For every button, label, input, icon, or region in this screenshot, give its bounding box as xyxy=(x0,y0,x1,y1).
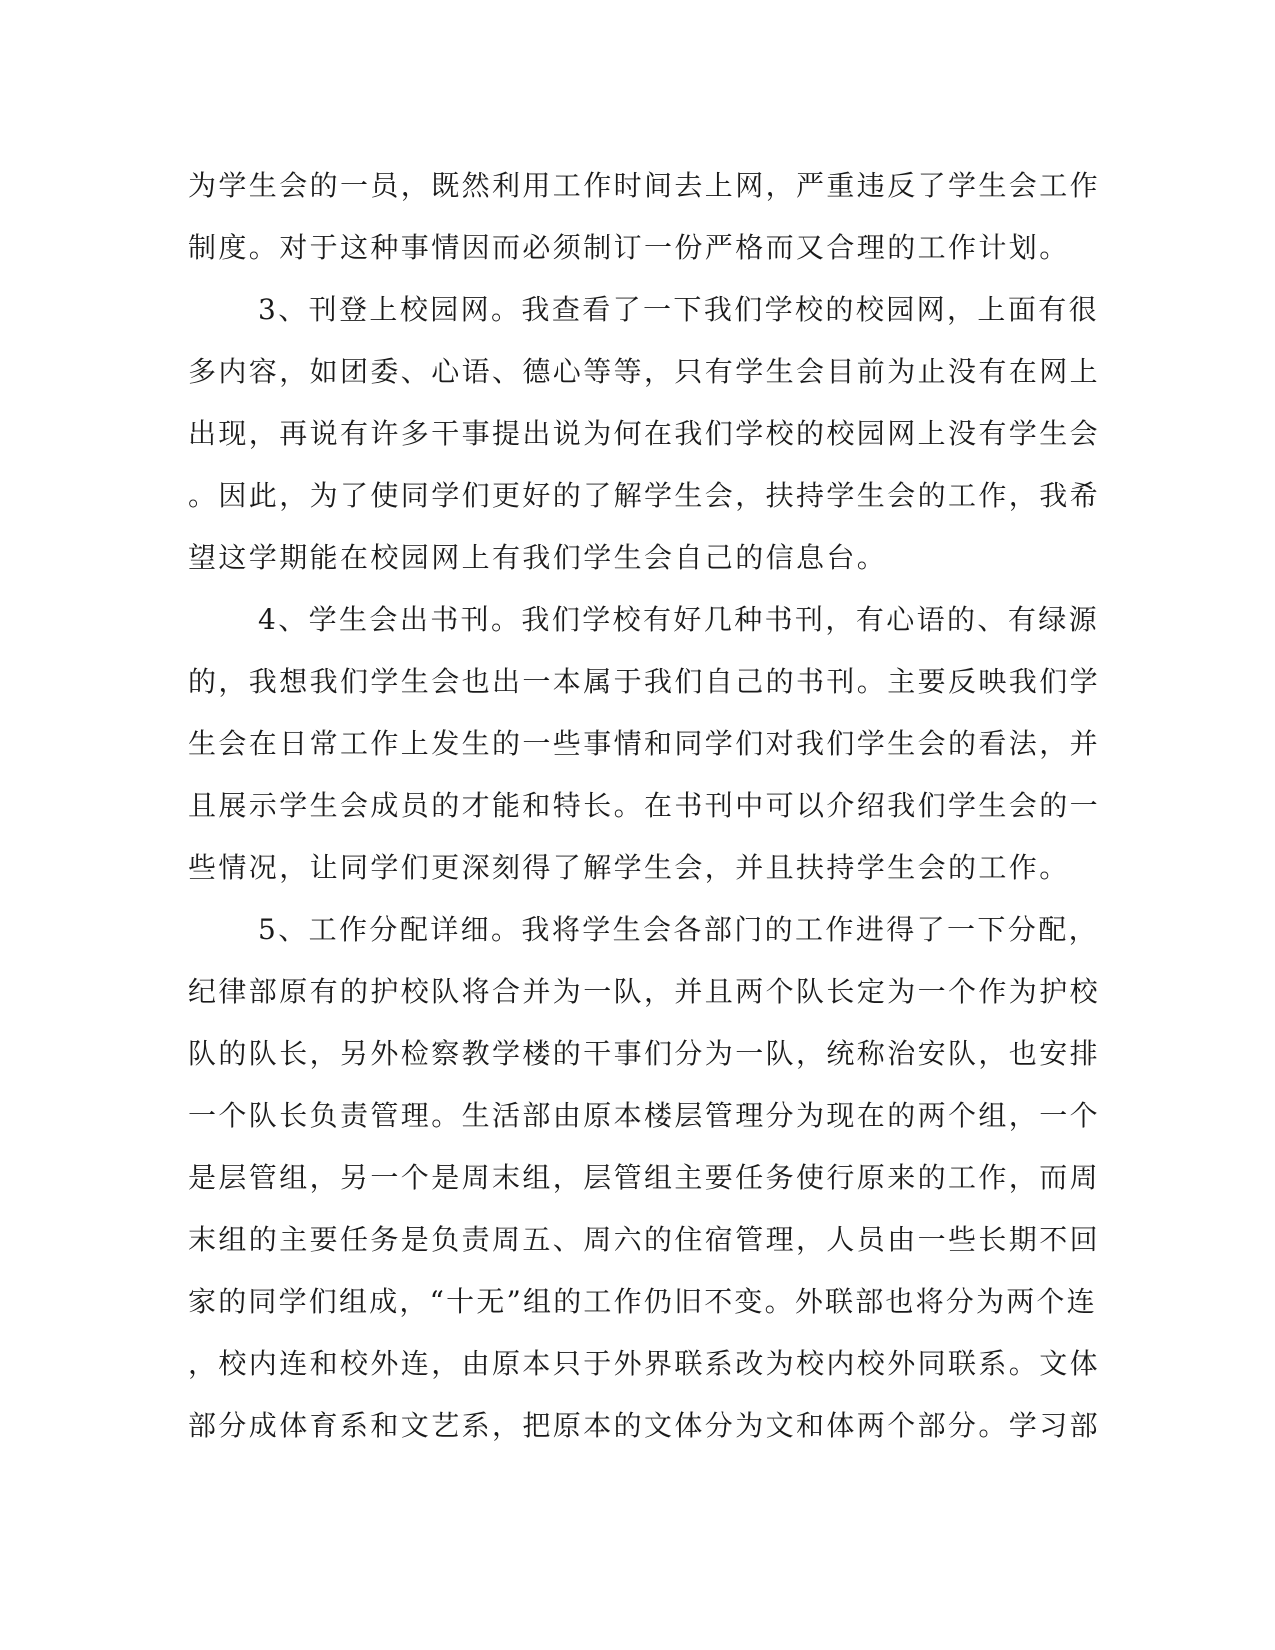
text-line: 的，我想我们学生会也出一本属于我们自己的书刊。主要反映我们学 xyxy=(188,665,1101,698)
text-line: 制度。对于这种事情因而必须制订一份严格而又合理的工作计划。 xyxy=(188,231,1070,264)
text-line: 部分成体育系和文艺系，把原本的文体分为文和体两个部分。学习部 xyxy=(188,1409,1101,1442)
text-line: 3、刊登上校园网。我查看了一下我们学校的校园网，上面有很 xyxy=(258,293,1100,326)
text-line: 且展示学生会成员的才能和特长。在书刊中可以介绍我们学生会的一 xyxy=(188,789,1101,822)
text-line: 。因此，为了使同学们更好的了解学生会，扶持学生会的工作，我希 xyxy=(188,479,1101,512)
text-line: 末组的主要任务是负责周五、周六的住宿管理，人员由一些长期不回 xyxy=(188,1223,1101,1256)
text-line: 4、学生会出书刊。我们学校有好几种书刊，有心语的、有绿源 xyxy=(258,603,1100,636)
text-line: 些情况，让同学们更深刻得了解学生会，并且扶持学生会的工作。 xyxy=(188,851,1070,884)
text-line: 生会在日常工作上发生的一些事情和同学们对我们学生会的看法，并 xyxy=(188,727,1101,760)
text-line: ，校内连和校外连，由原本只于外界联系改为校内校外同联系。文体 xyxy=(188,1347,1101,1380)
text-line: 纪律部原有的护校队将合并为一队，并且两个队长定为一个作为护校 xyxy=(188,975,1101,1008)
text-line: 望这学期能在校园网上有我们学生会自己的信息台。 xyxy=(188,541,888,574)
text-line: 为学生会的一员，既然利用工作时间去上网，严重违反了学生会工作 xyxy=(188,169,1101,202)
body-text xyxy=(188,155,1101,1457)
text-line: 5、工作分配详细。我将学生会各部门的工作进得了一下分配， xyxy=(258,913,1100,946)
text-line: 一个队长负责管理。生活部由原本楼层管理分为现在的两个组，一个 xyxy=(188,1099,1101,1132)
text-line: 队的队长，另外检察教学楼的干事们分为一队，统称治安队，也安排 xyxy=(188,1037,1101,1070)
text-line: 多内容，如团委、心语、德心等等，只有学生会目前为止没有在网上 xyxy=(188,355,1101,388)
text-line: 出现，再说有许多干事提出说为何在我们学校的校园网上没有学生会 xyxy=(188,417,1101,450)
text-line: 家的同学们组成，“十无”组的工作仍旧不变。外联部也将分为两个连 xyxy=(188,1285,1097,1318)
text-line: 是层管组，另一个是周末组，层管组主要任务使行原来的工作，而周 xyxy=(188,1161,1101,1194)
